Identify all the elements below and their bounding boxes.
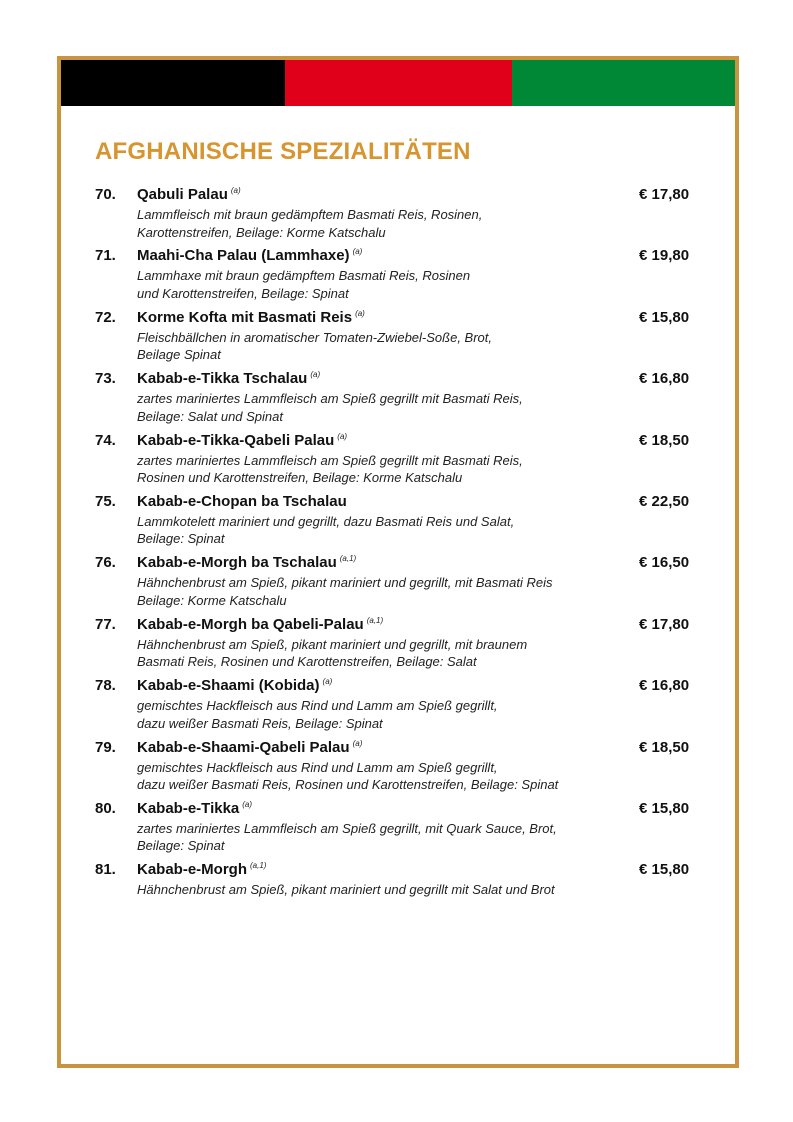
item-name: Kabab-e-Morgh ba Tschalau [137, 554, 337, 572]
menu-item [95, 309, 705, 370]
item-description [137, 697, 637, 732]
item-name-line [137, 554, 356, 571]
item-description [137, 636, 637, 671]
item-name: Kabab-e-Morgh [137, 861, 247, 879]
item-price: € 18,50 [639, 431, 690, 449]
item-price: € 15,80 [639, 308, 690, 326]
item-price: € 16,50 [639, 554, 690, 572]
item-name-line [137, 861, 266, 878]
item-price: € 19,80 [639, 247, 690, 265]
flag-band-red [285, 60, 512, 106]
menu-list [95, 186, 705, 923]
item-number: 79. [95, 738, 116, 756]
item-price: € 15,80 [639, 799, 690, 817]
item-price: € 16,80 [639, 370, 690, 388]
item-number: 70. [95, 186, 116, 203]
description-line: Lammhaxe mit braun gedämpftem Basmati Reis, Rosinen [137, 268, 471, 284]
allergen-note: (a) [352, 738, 363, 748]
item-description [137, 267, 637, 302]
item-price: € 15,80 [639, 861, 690, 879]
item-price: € 17,80 [639, 186, 690, 203]
allergen-note: (a) [352, 247, 363, 257]
description-line: Beilage: Salat und Spinat [137, 408, 283, 424]
item-name-line [137, 616, 383, 633]
flag-band-black [61, 60, 285, 106]
item-number: 71. [95, 247, 116, 265]
menu-item [95, 861, 705, 922]
item-number: 78. [95, 677, 116, 695]
description-line: Lammkotelett mariniert und gegrillt, dazu Basmati Reis und Salat, [137, 513, 515, 529]
item-name: Kabab-e-Shaami (Kobida) [137, 677, 320, 695]
allergen-note: (a) [230, 186, 241, 195]
item-price: € 22,50 [639, 492, 690, 510]
description-line: dazu weißer Basmati Reis, Beilage: Spinat [137, 715, 383, 731]
menu-item [95, 493, 705, 554]
item-name-line [137, 309, 365, 326]
item-name: Kabab-e-Chopan ba Tschalau [137, 492, 347, 510]
item-description [137, 574, 637, 609]
item-price: € 18,50 [639, 738, 690, 756]
item-description [137, 820, 637, 855]
description-line: Beilage: Korme Katschalu [137, 592, 287, 608]
item-number: 75. [95, 492, 116, 510]
item-name-line [137, 493, 347, 510]
menu-item [95, 677, 705, 738]
description-line: zartes mariniertes Lammfleisch am Spieß gegrillt mit Basmati Reis, [137, 452, 523, 468]
menu-item [95, 800, 705, 861]
afghan-flag-stripe [61, 60, 735, 106]
description-line: Fleischbällchen in aromatischer Tomaten-Zwiebel-Soße, Brot, [137, 329, 493, 345]
description-line: Hähnchenbrust am Spieß, pikant mariniert und gegrillt, mit Basmati Reis [137, 575, 553, 591]
item-description [137, 513, 637, 548]
item-price: € 17,80 [639, 615, 690, 633]
item-description [137, 759, 637, 794]
allergen-note: (a) [322, 677, 333, 687]
menu-item [95, 739, 705, 800]
item-name-line [137, 370, 320, 387]
item-description [137, 881, 637, 899]
item-name-line [137, 677, 332, 694]
item-name: Kabab-e-Tikka Tschalau [137, 370, 308, 388]
item-number: 77. [95, 615, 116, 633]
description-line: Beilage Spinat [137, 347, 221, 363]
item-price: € 16,80 [639, 677, 690, 695]
allergen-note: (a) [242, 799, 253, 809]
item-number: 81. [95, 861, 116, 879]
menu-item [95, 247, 705, 308]
section-title: AFGHANISCHE SPEZIALITÄTEN [95, 138, 471, 165]
item-description [137, 390, 637, 425]
item-number: 74. [95, 431, 116, 449]
item-name: Kabab-e-Morgh ba Qabeli-Palau [137, 615, 364, 633]
menu-item [95, 186, 705, 247]
item-name: Korme Kofta mit Basmati Reis [137, 308, 353, 326]
description-line: dazu weißer Basmati Reis, Rosinen und Karottenstreifen, Beilage: Spinat [137, 777, 559, 793]
allergen-note: (a,1) [250, 861, 267, 871]
allergen-note: (a) [310, 370, 321, 380]
description-line: Beilage: Spinat [137, 838, 225, 854]
item-name: Qabuli Palau [137, 186, 228, 203]
menu-item [95, 432, 705, 493]
item-number: 76. [95, 554, 116, 572]
description-line: Hähnchenbrust am Spieß, pikant mariniert und gegrillt mit Salat und Brot [137, 882, 555, 898]
item-number: 72. [95, 308, 116, 326]
item-number: 80. [95, 799, 116, 817]
allergen-note: (a) [337, 431, 348, 441]
description-line: Basmati Reis, Rosinen und Karottenstreifen, Beilage: Salat [137, 654, 477, 670]
allergen-note: (a) [355, 308, 365, 318]
item-description [137, 206, 637, 241]
description-line: gemischtes Hackfleisch aus Rind und Lamm am Spieß gegrillt, [137, 698, 498, 714]
item-name: Kabab-e-Shaami-Qabeli Palau [137, 738, 350, 756]
description-line: zartes mariniertes Lammfleisch am Spieß gegrillt mit Basmati Reis, [137, 391, 523, 407]
description-line: zartes mariniertes Lammfleisch am Spieß gegrillt, mit Quark Sauce, Brot, [137, 820, 557, 836]
allergen-note: (a,1) [366, 615, 384, 625]
item-name: Kabab-e-Tikka [137, 799, 240, 817]
item-name: Maahi-Cha Palau (Lammhaxe) [137, 247, 350, 265]
allergen-note: (a,1) [339, 554, 357, 564]
menu-item [95, 554, 705, 615]
item-name-line [137, 432, 347, 449]
description-line: Beilage: Spinat [137, 531, 225, 547]
menu-item [95, 370, 705, 431]
menu-item [95, 616, 705, 677]
description-line: Hähnchenbrust am Spieß, pikant mariniert und gegrillt, mit braunem [137, 636, 528, 652]
item-name: Kabab-e-Tikka-Qabeli Palau [137, 431, 335, 449]
description-line: gemischtes Hackfleisch aus Rind und Lamm am Spieß gegrillt, [137, 759, 498, 775]
description-line: Karottenstreifen, Beilage: Korme Katschalu [137, 224, 386, 240]
item-name-line [137, 800, 252, 817]
item-description [137, 452, 637, 487]
menu-page-frame [57, 56, 739, 1068]
item-name-line [137, 186, 241, 203]
item-description [137, 329, 637, 364]
item-number: 73. [95, 370, 116, 388]
item-name-line [137, 739, 362, 756]
item-name-line [137, 247, 362, 264]
description-line: Lammfleisch mit braun gedämpftem Basmati Reis, Rosinen, [137, 207, 483, 222]
description-line: und Karottenstreifen, Beilage: Spinat [137, 285, 349, 301]
description-line: Rosinen und Karottenstreifen, Beilage: Korme Katschalu [137, 470, 463, 486]
flag-band-green [512, 60, 735, 106]
